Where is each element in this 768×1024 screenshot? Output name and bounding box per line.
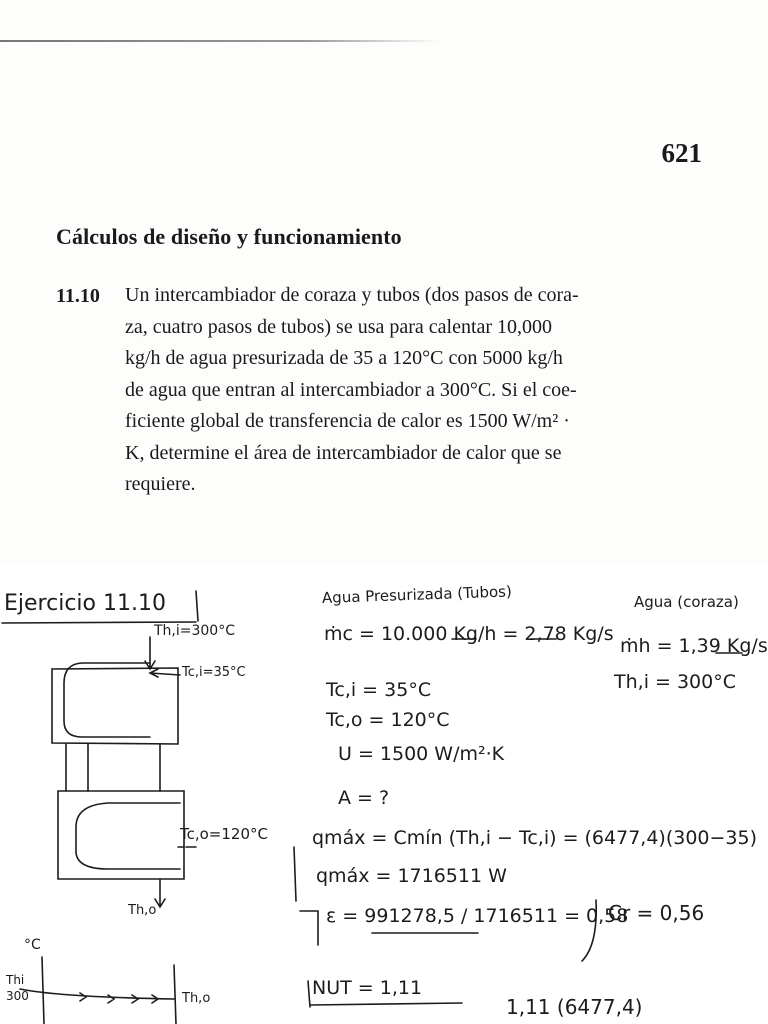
graph-y-axis bbox=[42, 957, 44, 1024]
problem-line: kg/h de agua presurizada de 35 a 120°C con 5000 kg/h bbox=[125, 347, 563, 369]
diagram-label-th-in: Th,i=300°C bbox=[154, 623, 235, 639]
section-title: Cálculos de diseño y funcionamiento bbox=[56, 224, 402, 249]
cold-fluid-tc-in: Tc,i = 35°C bbox=[326, 679, 432, 701]
cold-fluid-area: A = ? bbox=[338, 787, 390, 809]
ntu-value: NUT = 1,11 bbox=[312, 977, 423, 999]
cold-inlet-arrow bbox=[150, 669, 180, 677]
calc-bracket-left bbox=[294, 847, 318, 945]
diagram-label-tc-out: Tc,o=120°C bbox=[180, 825, 268, 843]
qmax-value: qmáx = 1716511 W bbox=[316, 865, 507, 887]
graph-tho-label: Th,o bbox=[182, 991, 211, 1006]
hot-fluid-mass-flow: ṁh = 1,39 Kg/s bbox=[620, 635, 768, 657]
effectiveness-calc: ε = 991278,5 / 1716511 = 0,58 bbox=[326, 905, 629, 927]
problem-number: 11.10 bbox=[56, 285, 100, 307]
page-number: 621 bbox=[661, 138, 702, 168]
cold-fluid-tc-out: Tc,o = 120°C bbox=[326, 709, 450, 731]
graph-thi-value: 300 bbox=[6, 989, 29, 1003]
exchanger-lower-shell bbox=[58, 791, 184, 879]
cold-fluid-u-value: U = 1500 W/m²·K bbox=[338, 743, 505, 765]
exchanger-upper-shell bbox=[52, 668, 178, 744]
problem-line: de agua que entran al intercambiador a 300°C. Si el coe- bbox=[125, 378, 577, 401]
problem-line: requiere. bbox=[125, 473, 196, 495]
cr-value: Cr = 0,56 bbox=[608, 901, 705, 925]
page-top-rule bbox=[0, 40, 440, 42]
hot-outlet-arrow bbox=[155, 879, 165, 907]
diagram-label-th-out: Th,o bbox=[128, 903, 157, 918]
diagram-label-tc-in: Tc,i=35°C bbox=[182, 665, 246, 680]
graph-vertical-marker bbox=[174, 965, 176, 1024]
problem-line: K, determine el área de intercambiador de calor que se bbox=[125, 441, 562, 464]
qmax-formula: qmáx = Cmín (Th,i − Tc,i) = (6477,4)(300−35) bbox=[312, 827, 758, 849]
problem-statement bbox=[125, 280, 703, 501]
bottom-partial-calc: 1,11 (6477,4) bbox=[506, 995, 643, 1019]
cold-fluid-heading: Agua Presurizada (Tubos) bbox=[321, 582, 513, 607]
exchanger-lower-loop bbox=[76, 803, 180, 869]
notes-title: Ejercicio 11.10 bbox=[4, 591, 166, 616]
handwritten-notes bbox=[0, 565, 768, 1024]
graph-thi-label: Thi bbox=[6, 973, 25, 987]
hot-inlet-arrow bbox=[145, 637, 155, 669]
cold-fluid-mass-flow: ṁc = 10.000 Kg/h = 2,78 Kg/s bbox=[324, 623, 614, 645]
exchanger-upper-loop bbox=[64, 663, 150, 737]
problem-line: ficiente global de transferencia de calor es 1500 W/m² · bbox=[125, 410, 570, 432]
hot-fluid-heading: Agua (coraza) bbox=[634, 593, 739, 611]
problem-line: za, cuatro pasos de tubos) se usa para calentar 10,000 bbox=[125, 315, 553, 338]
problem-line: Un intercambiador de coraza y tubos (dos pasos de cora- bbox=[125, 284, 579, 306]
graph-unit-label: °C bbox=[24, 937, 41, 953]
exchanger-connector bbox=[66, 744, 160, 791]
hot-fluid-th-in: Th,i = 300°C bbox=[614, 671, 736, 693]
